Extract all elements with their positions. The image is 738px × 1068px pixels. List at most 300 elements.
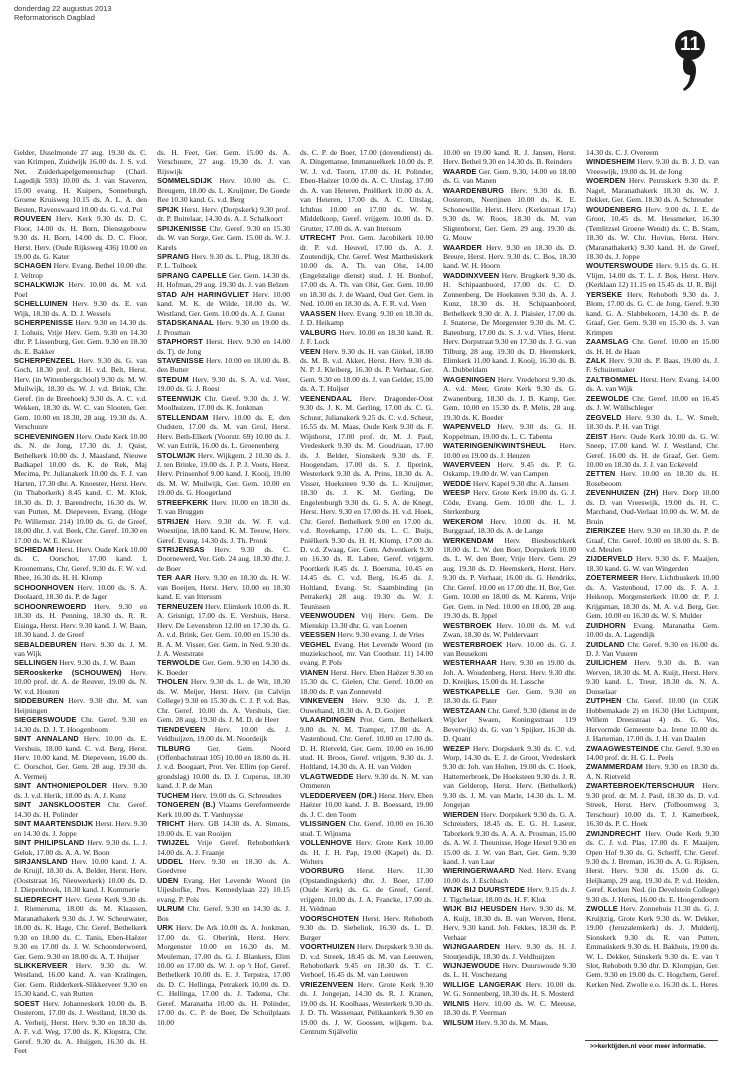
place-name: TONGEREN (B.) — [157, 800, 216, 810]
service-details: Herv. 19.00 ds. G. Schreuders — [191, 790, 282, 800]
listing-entry — [586, 762, 719, 781]
service-details: Herv. 10.00 ds. S. A. Doolaard, 18.30 ds. P. de Jager — [14, 582, 147, 602]
place-name: WOUTERSWOUDE — [586, 261, 654, 271]
listing-entry — [14, 857, 147, 895]
service-details: Herv. Grote Kerk 9.30 ds. J. Riemersma, 18.00 ds. M. Klaassen, Maranathakerk 9.30 ds. J. W. Scheurwater, 18.00 ds. K. Hage, Chr. Geref. Bethelkerk 9.30 en 18.00 ds. C. Tanis, Eben-Haëzer 9.30 en 17.00 ds. J. W. Schoonderwoerd, Ger. Gem. 9.30 en 18.00 ds. A. T. Huijser — [14, 894, 147, 961]
service-details: Herv. Lichtbuskerk 10.00 ds. A. Vastenhoud, 17.00 ds. F. A. J. Heikoop, Morgensterkerk 10.00 dr. P. J. Krijgsman, 18.30 ds. M. A. v.d. Berg, Ger. Gem. 10.00 en 16.30 ds. W. S. Mulder — [586, 573, 719, 621]
listing-entry — [443, 810, 576, 867]
place-name: URK — [157, 923, 174, 933]
listing-entry — [443, 271, 576, 375]
listing-entry — [443, 658, 576, 686]
place-name: WIJK BIJ HEUSDEN — [443, 904, 518, 914]
service-details: Herst. Herv. Oude Kerk 10.00 ds. C. Oorschot, 17.00 kand. I. Kroonemans, Chr. Geref. 9.30 ds. F. W. v.d. Rhee, 16.30 ds. H. H. Klomp — [14, 545, 147, 583]
service-details: Herv. 9.30 ds. H. van Ginkel, 18.00 ds. M. B. v.d. Akker, Herst. Herv. 9.30 ds. N. P. J. Kleiberg, 16.30 ds. P. Verhaar, Ger. Gem. 9.30 en 18.00 ds. J. van Gelder, 15.00 ds. A. T. Huijser — [300, 346, 434, 394]
place-name: WAARDE — [443, 166, 477, 176]
listing-entry — [300, 914, 433, 942]
listing-entry — [586, 261, 719, 289]
place-name: WESTBROEK — [443, 620, 492, 630]
listing-entry — [157, 356, 290, 375]
place-name: ZEIST — [586, 431, 608, 441]
listing-entry — [14, 800, 147, 819]
listing-entry — [586, 696, 719, 743]
service-details: Herv. Dorp 10.00 ds. D. van Vreeswijk, 19.00 ds. H. C. Marchand, Oud-Verlaat 10.00 ds. W. M. de Bruin — [586, 488, 720, 526]
place-name: VOORBURG — [300, 866, 345, 876]
service-details: Herv. 9.30 en 19.00 ds. J. Prosman — [157, 318, 291, 337]
listing-entry — [157, 394, 290, 413]
place-name: YERSEKE — [586, 289, 623, 299]
listing-entry — [586, 413, 719, 432]
listing-entry — [14, 696, 147, 715]
listing-entry — [300, 791, 433, 819]
service-details: Herv. 9.30 ds. J. M. van Wijk — [14, 639, 147, 659]
service-details: Herv. 9.30 en 18.30 ds. D. Breure, Herst. Herv. 9.30 ds. C. Bos, 18.30 kand. W. H. Hoorn — [443, 242, 576, 271]
place-name: WEKEROM — [443, 516, 484, 526]
listing-entry — [443, 706, 576, 744]
service-details: Chr. Geref. 9.30 en 16.00 ds. D. J. Van Vuuren — [586, 639, 719, 659]
listing-entry — [157, 318, 290, 337]
service-details: Chr. Geref. 10.00 (in CGK Hobbemakade 2) en 16.30 (Het Lichtpunt, Willem Dreesstraat 4) ds. G. Vos, Hervormde Gemeente b.a. Irene 10.00 ds. J. Harteman, 17.00 ds. J. H. van Daalen — [586, 696, 720, 744]
service-details: Herv. 9.30 ds. M. Maas, — [475, 1017, 549, 1027]
listing-entry — [586, 290, 719, 337]
listing-entry — [157, 337, 290, 356]
place-name: TIENDEVEEN — [157, 724, 206, 734]
listing-entry — [14, 545, 147, 583]
place-name: WATERINGEN/KWINTSHEUL — [443, 441, 546, 451]
listing-entry — [443, 1018, 576, 1027]
place-name: SINT ANNALAND — [14, 734, 79, 744]
service-details: Herv. 9.30 ds. B. Oosterom, Neerijnen 10.00 ds. K. E. Schonewille, Herst. Herv. (Kerkstraat 17a) 9.30 ds. W. Roos, 18.30 ds. M. van Sligtenhorst, Ger. Gem. 29 aug. 19.30 ds. G. Mouw — [443, 185, 576, 243]
service-details: Herv. 9.30 ds. L. W. Smelt, 18.30 ds. P. H. van Trigt — [586, 412, 719, 432]
service-details: Herst. Herv. Rehoboth 9.30 ds. D. Siebelink, 16.30 ds. L. D. Burger — [300, 913, 433, 942]
place-name: WAVERVEEN — [443, 459, 491, 469]
service-details: Herv. Vredehorst 9.30 ds. A. v.d. Meer, Grote Kerk 9.30 ds. G. Zwanenburg, 18.30 ds. J. B. Kamp, Ger. Gem. 10.00 en 15.30 ds. P. Melis, 28 aug. 19.30 ds. K. Boeder — [443, 374, 576, 422]
service-details: Herv. Rehoboth 9.30 ds. J. Blom, 17.00 ds. G. C. de Jong, Geref. 9.30 kand. G. A. Slabbekoorn, 14.30 ds. P. de Graaf, Ger. Gem. 9.30 en 15.30 ds. J. van Krimpen — [586, 289, 719, 337]
place-name: WEDDE — [443, 478, 472, 488]
listing-entry — [300, 668, 433, 696]
service-details: Chr. Geref. 9.30 ds. J. W. Moolhuizen, 17.00 ds. K. Jonkman — [157, 393, 290, 413]
service-details: Herv. 9.30 ds. J. P. Ouwehand, 18.30 ds. A. D. Goijert — [300, 696, 433, 715]
listing-entry — [157, 791, 290, 800]
service-details: Herv. Dragonder-Oost 9.30 ds. J. K. M. Gerling, 17.00 ds. C. G. Schuur, Julianakerk 9.25 ds. C. v.d. Scheur, 16.55 ds. M. Maas, Oude Kerk 9.30 ds. F. Wijnhorst, 17.00 prof. dr. M. J. Paul, Vredeskerk 9.30 ds. M. Goudriaan, 17.00 ds. J. Belder, Sionskerk 9.30 ds. F. Hoogendam, 17.00 ds. S. J. Ilperink, Westerkerk 9.30 ds. A. Prins, 18.30 ds. A. Visser, Hoeksteen 9.30 ds. L. Kruijmer, 18.30 ds. J. K. M. Gerling, De Engelenburgh 9.30 ds. G. S. A. de Knegt, Herst. Herv. 9.30 en 17.00 ds. H. v.d. Hoek, Chr. Geref. Bethelkerk 9.00 en 17.00 ds. v.d. Rovekamp, 17.00 ds. L. C. Buijs, Pniëlkerk 9.30 ds. H. H. Klomp, 17.00 ds. D. v.d. Zwaag, Ger. Gem. Adventkerk 9.30 en 16.30 ds. R. Labee, Geref. vrijgem. Poortkerk 8.45 ds. J. Boersma, 10.45 en 14.45 ds. C. v.d. Berg, 16.45 ds. J. Holtland, Evang. St. Saambinding (in Petrakerk) 28 aug. 19.30 ds. W. J. Teunissen — [300, 393, 434, 611]
place-name: ZUIDLAND — [586, 639, 625, 649]
place-name: ZUTPHEN — [586, 696, 622, 706]
service-details: Herv. 9.30 ds. P. Baas, 19.00 ds. J. F. Schuitemaker — [586, 355, 720, 375]
place-name: WILNIS — [443, 998, 470, 1008]
listing-entry — [14, 838, 147, 857]
service-details: Herv. 10.00 kand. J. A. de Kruijf, 18.30 ds. A. Belder, Herst. Herv. (Ooststraat 16, Nieuwerkerk) 10.00 ds. D. J. Diepenbroek, 18.30 kand. J. Kommerie — [14, 856, 147, 895]
footer-divider — [585, 1040, 718, 1041]
service-details: Herv. Oude Kerk 10.00 ds. N. de Jong, 17.30 ds. J. Quist, Bethelkerk 10.00 ds. J. Maasland, Nieuwe Badkapel 10.00 ds. K. de Rek, Maj Mecima, Pr. Julianakerk 10.00 ds. F. J. van Harten, 17.30 dhr. A. Knoester, Herst. Herv. (in Thaborkerk) 8.45 kand. C. M. Klok, 18.30 ds. D. J. Barendrecht, 16.30 ds. W. van Putten, M. Diepeveen, Evang. (Hoge Pr. Willemstr. 214) 10.00 ds. G. de Greef, 18.00 dhr. J. v.d. Beek, Chr. Geref. 10.30 en 17.00 ds. W. E. Klaver — [14, 431, 147, 545]
service-details: Herv. 9.30 dhr. M. van Heijningen — [14, 696, 147, 715]
service-details: Ger. Gem. 14.30 ds. H. Hofman, 29 aug. 19.30 ds. J. van Belzen — [157, 270, 290, 290]
place-name: STRIJEN — [157, 516, 189, 526]
service-details: Chr. Geref. 9.30 (dienst in de Wijcker Swaen, Koningsstraat 119 Beverwijk) ds. G. van 't Spijker, 16.30 ds. D. Quant — [443, 705, 576, 744]
place-name: THOLEN — [157, 677, 188, 687]
place-name: SCHAGEN — [14, 261, 52, 271]
listing-entry — [300, 233, 433, 309]
listing-entry — [157, 857, 290, 876]
place-name: WOERDEN — [586, 176, 626, 186]
place-name: STRIJENSAS — [157, 545, 205, 555]
service-details: Herv. 9.30 ds. B. van Werven, 18.30 ds. M. A. Kuijt, Herst. Herv. 9.30 kand. L. Treur, 18.30 ds. N. A. Donselaar — [586, 658, 719, 696]
listing-entry — [586, 356, 719, 375]
listing-entry — [586, 337, 719, 356]
place-name: WAGENINGEN — [443, 374, 496, 384]
place-name: SLIKKERVEER — [14, 960, 68, 970]
place-name: ZWAMMERDAM — [586, 762, 643, 772]
listing-entry — [443, 148, 576, 167]
listing-entry — [586, 375, 719, 394]
place-name: ZWOLLE — [586, 904, 618, 914]
listing-entry — [157, 176, 290, 204]
place-name: WERKENDAM — [443, 535, 494, 545]
place-name: STEDUM — [157, 374, 189, 384]
place-name: VLEDDERVEEN (DR.) — [300, 790, 377, 800]
place-name: ZIJDERVELD — [586, 554, 633, 564]
place-name: WEZEP — [443, 743, 470, 753]
listing-entry — [14, 602, 147, 640]
listing-entry — [443, 488, 576, 516]
service-details: Herv. Dorpskerk 9.30 ds. G. A. Schreuders, 18.45 ds. E. G. H. Laseur, Taborkerk 9.30 ds. A. A. A. Prosman, 15.00 ds. A. W. J. Theunisse, Hoge Hexel 9.30 en 15.00 ds. J. W. van Bart, Ger. Gem. 9.30 kand. J. van Laar — [443, 809, 576, 866]
service-details: Herst. Herv. Eben Haëzer 10.00 kand. J. B. Boessard, 19.00 ds. J. C. den Toom — [300, 790, 433, 819]
service-details: Chr. Geref. 9.30 en 14.00 prof. dr. H. G. L. Peels — [586, 743, 720, 762]
place-name: WILLIGE LANGERAK — [443, 979, 522, 989]
listing-entry — [586, 432, 719, 470]
service-details: Herst. Herv. 9.30 en 14.30 ds. J. Joppe — [14, 819, 148, 838]
place-name: UTRECHT — [300, 233, 337, 243]
service-details: Chr. Geref. 10.00 en 15.00 ds. H. H. de Haan — [586, 337, 720, 356]
place-name: TWIJZEL — [157, 838, 190, 848]
listing-entry — [443, 866, 576, 885]
listing-entry — [157, 148, 290, 176]
place-name: STADSKANAAL — [157, 318, 214, 328]
place-name: ZWIJNDRECHT — [586, 828, 641, 838]
service-details: Herv. Biesboschkerk 18.00 ds. L. W. den Boer, Dorpskerk 10.00 ds. L. W. den Boer, Vrije Herv. Gem. 29 aug. 19.30 ds. D. Heemskerk, Herst. Herv. 9.30 ds. P. Verhaar, 16.00 ds. G. Hendriks, Chr. Geref. 10.00 en 17.00 dhr. H. Bor, Ger. Gem. 10.00 en 18.00 ds. M. Karens, Vrije Ger. Gem. in Ned. 10.00 en 18.00, 28 aug. 19.30 ds. B. Jppel — [443, 535, 576, 621]
service-details: Herv. 9.30 ds. L. Plug, 18.30 ds. P. L. Tolhoek — [157, 251, 290, 271]
service-details: Herv. Zonnehuis 11.30 ds. G. J. Kruijtzig, Grote Kerk 9.30 ds. W. Dekker, 19.00 (Jeruzalemkerk) ds. J. Mulderij, Sionskerk 9.30 ds. R. van Putten, Emmaüskerk 9.30 ds. H. Bakhuis, 19.00 ds. W. L. Dekker, Stinskerk 9.30 ds. E. van 't Slot, Rehoboth 9.30 dhr. D. Klompjan, Ger. Gem. 9.30 en 19.00 ds. C. Hogchem, Geref. Kerken Ned. Zwolle e.o. 16.30 ds. L. Heres — [586, 904, 719, 989]
service-details: Ned. Herv. Evang 10.00 ds. J. Eschbach — [443, 866, 577, 885]
service-details: Herv. Brugkerk 9.30 ds. H. Schipaanboord, 17.00 ds. C. D. Zonnenberg, De Hoeksteen 9.30 ds. A. J. Kunz, 18.30 ds. H. Schipaanboord, Bethelkerk 9.30 dr. A. J. Plaisier, 17.00 ds. J. Snaterse, De Morgenster 9.30 ds. M. C. Batenburg, 17.00 ds. S. J. v.d. Vlies, Herst. Herv. Dorpstraat 9.30 en 17.30 ds. J. G. van Tilburg, 28 aug. 19.30 ds. D. Heemskerk, Elimkerk 11.00 kand. J. Kooij, 16.30 ds. B. A. Dubbeldam — [443, 270, 577, 375]
listing-entry — [300, 640, 433, 668]
place-name: WIJNGAARDEN — [443, 942, 500, 952]
place-name: VIANEN — [300, 667, 329, 677]
listing-entry — [300, 630, 433, 639]
service-details: Herv. Kapel 9.30 dhr. A. Jansen — [472, 478, 569, 488]
place-name: SINT MAARTENSDIJK — [14, 819, 94, 829]
place-name: WIERINGERWAARD — [443, 866, 515, 876]
listing-entry — [443, 640, 576, 659]
service-details: Vrije Geref. Rehobothkerk 14.00 ds. A. J. Fraanje — [157, 838, 290, 857]
place-name: TER AAR — [157, 573, 192, 583]
place-name: VAASSEN — [300, 308, 336, 318]
service-details: Herv. Oude Kerk 10.00 ds. G. W. Sneep, 17.00 kand. W. J. Westland, Chr. Geref. 16.00 ds. H. de Graaf, Ger. Gem. 10.00 en 18.30 ds. J. J. van Eckeveld — [586, 431, 719, 469]
place-name: TILBURG — [157, 743, 191, 753]
listing-entry — [443, 479, 576, 488]
service-details: Herv. 10.00 ds. G. J. van Beusekom — [443, 639, 576, 659]
listing-entry — [14, 583, 147, 602]
service-details: Herv. 10.00 en 18.30 ds. H. Rosebeoom — [586, 469, 719, 488]
service-details: Chr. Geref. 9.30 en 14.30 ds. D. J. T. Hoogenboom — [14, 715, 147, 734]
place-name: ZEEWOLDE — [586, 393, 629, 403]
listing-entry — [300, 772, 433, 791]
service-details: Herv. 9.30 ds. G. van Goch, 18.30 prof. dr. H. v.d. Belt, Herst. Herv. (in Wittenbergschool) 9.30 ds. M. W. Muilwijk, 18.30 ds. W. J. v.d. Brink, Chr. Geref. (in de Breehoek) 9.30 ds. A. C. v.d. Wekken, 18.30 ds. W. C. van Slooten, Ger. Gem. 10.00 en 18.30, 28 aug. 19.30 ds. A. Verschuure — [14, 355, 147, 432]
service-details: Herv. 9.30 ds. N. M. van Ommeren — [300, 771, 433, 791]
listing-entry — [443, 744, 576, 810]
service-details: Herst. Herv. Evang. 14.00 ds. A. van Wijk — [586, 374, 719, 394]
service-details: Herv. 10.00 prof. dr. A. de Reuver, 19.00 ds. N. W. v.d. Houten — [14, 667, 148, 696]
place-name: TERNEUZEN — [157, 601, 204, 611]
place-name: STOLWIJK — [157, 450, 196, 460]
service-details: Herv. 10.00 ds. W. C. Meeuse, 18.30 ds. P. Veerman — [443, 998, 577, 1018]
listing-entry — [443, 243, 576, 271]
place-name: ROUVEEN — [14, 214, 52, 224]
place-name: SCHOONHOVEN — [14, 582, 74, 592]
listing-entry — [443, 186, 576, 243]
service-details: Herv. Dorpskerk 9.30 ds. D. v.d. Streek, 18.45 ds. M. van Leeuwen, Rehobotkerk 9.45 en 18.30 ds. T. C. Verhoef, 16.45 ds. M. van Leeuwen — [300, 942, 433, 980]
service-details: Herv. 9.30 ds. H. J. Stoutjesdijk, 18.30 ds. J. Veldhuijzen — [443, 942, 576, 961]
service-details: Herv. Grote Kerk 10.00 ds. H. J. H. Pap, 19.00 (Kapel) ds. D. Wolters — [300, 838, 433, 866]
service-details: Herv. 9.45 ds. P. G. Oskamp, 19.00 dr. W. van Campen — [443, 459, 576, 479]
place-name: VRIEZENVEEN — [300, 979, 354, 989]
service-details: Herv. 10.00 en 18.30 kand. R. J. F. Lock — [300, 327, 433, 347]
service-details: Herv. 10.00 en 18.00 ds. B. den Butter — [157, 355, 290, 375]
place-name: SOMMELSDIJK — [157, 176, 213, 186]
service-details: Herv. 9.30 ds. L. de Wit, 18.30 ds. W. Meijer, Herst. Herv. (in Calvijn College) 9.30 en 15.30 ds. C. J. P. v.d. Bas, Chr. Geref. 10.00 ds. A. Vershuis, Ger. Gem. 28 aug. 19.30 ds. J. M. D. de Heer — [157, 677, 290, 725]
place-name: SPRANG CAPELLE — [157, 270, 227, 280]
service-details: Evang. Het Levende Woord (in Uijeshofke, Pres. Kennedylaan 22) 10.15 evang. P. Pols — [157, 875, 290, 904]
service-details: Herv. Oude Kerk 9.30 ds. C. J. v.d. Plas, 17.00 ds. F. Maaijen, Open Hof 9.30 ds. G. Scherff, Chr. Geref. 9.30 ds. J. Breman, 16.30 ds. A. G. Rijksen, Herst. Herv. 9.30 ds. 15.00 ds. G. Heijkamp, 29 aug. 19.30 ds. P. v.d. Heiden, Geref. Kerken Ned. (in Develstein College) 9.30 ds. J. Heres, 16.00 ds. E. Hoogendoorn — [586, 828, 719, 904]
place-name: VEEN — [300, 346, 321, 356]
place-name: WESTKAPELLE — [443, 686, 500, 696]
place-name: SCHERPENZEEL — [14, 355, 76, 365]
listing-entry — [157, 602, 290, 659]
place-name: VOLLENHOVE — [300, 838, 352, 848]
listing-entry — [443, 460, 576, 479]
service-details: 10.00 en 19.00 kand. R. J. Jansen, Herst. Herv. Bethel 9.30 en 14.30 ds. B. Reinders — [443, 148, 576, 167]
service-details: Ger. Gem. 9.30, 14.00 en 18.00 ds. G. van Manen — [443, 166, 577, 186]
place-name: ZUIDHORN — [586, 620, 626, 630]
listing-entry — [14, 658, 147, 667]
service-details: Prot. Gem. Bethelkerk 9.00 ds. N. M. Tramper, 17.00 ds. A. Vastenhoud, Chr. Geref. 10.00 en 17.00 ds. D. H. Rietveld, Ger. Gem. 10.00 en 16.00 stud. H. Broos, Geref. vrijgem. 9.30 ds. J. Holtland, 14.30 ds. A. H. van Velden — [300, 715, 433, 772]
place-name: TERWOLDE — [157, 658, 200, 668]
place-name: SINT ANTHONIEPOLDER — [14, 781, 108, 791]
service-details: Herv. Evang. Bethel 10.00 dhr. J. Veltrop — [14, 261, 147, 280]
place-name: STREEFKERK — [157, 497, 209, 507]
listing-entry — [157, 904, 290, 923]
place-name: VINKEVEEN — [300, 696, 344, 706]
service-details: Herv. 9.00 ds. J. E. de Groot, 10.45 ds. M. Hessmeker, 16.30 (Temlitzsel Groene Wendt) ds. C. B. Stam, 18.30 ds. W. Chr. Hovius, Herst. Herv. (Maranathakerk) 9.30 kand. H. de Greef, 18.30 ds. J. Joppe — [586, 204, 719, 261]
service-details: Herv. Grote Kerk 9.30 ds. J. Jongejan, 14.30 ds. R. J. Kranen, 19.00 ds. H. Koolhaas, Westerkerk 9.30 ds. J. D. Th. Wassenaar, Pelikaankerk 9.30 en 19.00 ds. J. W. Goossen, wijkgem. b.a. Centrum Stjälvelin — [300, 979, 434, 1037]
service-details: Herv. 10.00 ds. E. Vershuis, 18.00 kand. C. v.d. Berg, Herst. Herv. 10.00 kand. M. Diepeveen, 16.00 ds. C. Oorschot, Ger. Gem. 28 aug. 19.30 ds. A. Vermeij — [14, 734, 147, 781]
service-details: Herv. 9.30 ds. M. A. Kuijt, 18.30 ds. B. van Werven, Herst. Herv. 9.30 kand. Joh. Fekkes, 18.30 ds. P. Verhaar — [443, 904, 577, 942]
place-name: SPIJKENISSE — [157, 223, 207, 233]
service-details: Herv. 9.30 evang. J. de Vries — [337, 630, 425, 640]
listing-entry — [586, 526, 719, 554]
service-details: Herv. 10.00 ds. M. v.d. Poel — [14, 280, 147, 299]
listing-entry — [14, 432, 147, 545]
place-name: SOEST — [14, 998, 40, 1008]
listing-entry — [443, 517, 576, 536]
place-name: VOORSCHOTEN — [300, 913, 359, 923]
place-name: SEBALDEBUREN — [14, 639, 77, 649]
place-name: STELLENDAM — [157, 412, 209, 422]
service-details: Herst. Herv. Eben Haëzer 9.30 en 15.30 ds. C. Gielen, Chr. Geref. 10.00 en 18.00 ds. P. van Zonneveld — [300, 667, 433, 696]
listing-entry — [443, 167, 576, 186]
listing-entry — [157, 224, 290, 252]
listing-entry — [14, 961, 147, 999]
service-details: Evang. Het Levende Woord (in muziekschool, mr. Van Coothstr. 11) 14.00 evang. P. Pols — [300, 639, 433, 668]
place-name: ULRUM — [157, 904, 185, 914]
listing-entry — [14, 895, 147, 961]
place-name: ZALTBOMMEL — [586, 374, 639, 384]
listing-entry — [586, 394, 719, 413]
place-name: SLIEDRECHT — [14, 894, 63, 904]
listing-entry — [300, 942, 433, 980]
listing-entry — [157, 290, 290, 318]
service-details: Herv. Elimkerk 10.00 ds. R. A. Grisnigt, 17.00 ds. E. Vershuis, Herst. Herv. De Levensbron 12.00 en 17.30 ds. G. A. v.d. Brink, Ger. Gem. 10.00 en 15.30 ds. R. A. M. Visser, Ger. Gem. in Ned. 9.30 ds. J. A. Weststrate — [157, 601, 290, 659]
listing-column-1 — [14, 148, 148, 1056]
listing-entry — [586, 573, 719, 620]
listing-entry — [157, 498, 290, 517]
listing-entry — [300, 838, 433, 866]
listing-column-5 — [586, 148, 719, 1048]
listing-entry — [157, 252, 290, 271]
place-name: ZEGVELD — [586, 412, 622, 422]
service-details: Herv. Petruskerk 9.30 ds. P. Nagel, Maranathakerk 18.30 ds. W. J. Dekker, Ger. Gem. 18.30 ds. A. Schreuder — [586, 176, 719, 205]
place-name: WIJNJEWOUDE — [443, 960, 500, 970]
listing-entry — [14, 318, 147, 356]
listing-entry — [443, 375, 576, 422]
service-details: Herv. 9.30 ds. S. A. v.d. Veer, 19.00 ds. G. J. Roest — [157, 374, 291, 394]
listing-entry — [14, 781, 147, 800]
place-name: SINT PHILIPSLAND — [14, 838, 85, 848]
service-details: Herv. Johanneskerk 10.00 ds. B. Oosterom, 17.00 ds. J. Westland, 18.30 ds. A. Verheij, Herst. Herv. 9.30 en 18.30 ds. A. F. v.d. Weg, 17.00 ds. K. Klopstra, Chr. Geref. 9.30 ds. A. Huijgen, 16.30 ds. H. Feet — [14, 998, 148, 1056]
listing-entry — [443, 961, 576, 980]
service-details: Herv. 10.00 ds. W. G. Sonnenberg, 18.30 ds. H. S. Mosterd — [443, 979, 576, 999]
place-name: TUCHEM — [157, 790, 190, 800]
listing-entry — [14, 640, 147, 659]
service-details: Gelder, IJsselmonde 27 aug. 19.30 ds. C. van Krimpen, Zuidwijk 16.00 ds. J. S. v.d. Net, Zuiderkapelgemeenschap (Charl. Lagedijk 593) 10.00 ds. J. van Staveren, 15.00 evang. H. Kuipers, Sonneburgh, Groene Kruisweg 10.15 ds. A. L. A. den Besten, Ravenswaard 10.00 ds. G. v.d. Pol — [14, 148, 147, 214]
service-details: Herv. 9.30 ds. J. W. Baan — [59, 658, 136, 668]
place-name: VLAGTWEDDE — [300, 771, 354, 781]
listing-entry — [14, 299, 147, 318]
service-details: Herv. 9.30 ds. J. v.d. Herik, 18.00 ds. A. J. Kunz — [14, 781, 148, 800]
listing-entry — [157, 744, 290, 791]
service-details: Herv. 10.00 kand. M. K. de Wilde, 18.00 ds. W. Westland, Ger. Gem. 10.00 ds. A. J. Gunst — [157, 289, 290, 318]
place-name: WEESP — [443, 488, 471, 498]
listing-entry — [443, 441, 576, 460]
service-details: Herv. 9.15 ds. G. H. Vlijm, 14.00 ds. T. L. J. Bos, Herst. Herv. (Kerklaan 12) 11.15 en 15.45 ds. IJ. R. Bijl — [586, 261, 719, 290]
service-details: Herv. 9.30 ds. W. Westland, 16.00 kand. A. van Kralingen, Ger. Gem. Ridderkerk-Slikkerveer 9.30 en 15.30 kand. C. van Rutten — [14, 960, 147, 999]
listing-entry — [157, 205, 290, 224]
place-name: SPRANG — [157, 251, 190, 261]
listing-entry — [586, 658, 719, 696]
service-details: Herv. 10.00 ds. C. Breugem, 18.00 ds. L. Kruijmer, De Goede Ree 10.30 kand. G. v.d. Berg — [157, 176, 290, 205]
place-name: UDEN — [157, 875, 179, 885]
place-name: SCHERPENISSE — [14, 318, 74, 328]
service-details: Herv. 10.00 ds. M. v.d. Zwan, 18.30 ds. W. Poldervaart — [443, 620, 576, 640]
service-details: Chr. Geref. 9.30 en 15.30 ds. W. van Sorge, Ger. Gem. 15.00 ds. W. J. Karels — [157, 223, 290, 252]
listing-entry — [14, 734, 147, 781]
listing-entry — [300, 148, 433, 233]
service-details: Herv. Wijkgem. 2 10.30 ds. J. J. ten Brinke, 19.00 ds. J. P. J. Voets, Herst. Herv. Prinsenhof 9.00 kand. J. Kooij, 19.00 ds. M. W. Muilwijk, Ger. Gem. 10.00 en 19.00 ds. G. Hoogerland — [157, 450, 291, 498]
place-name: SCHALKWIJK — [14, 280, 65, 290]
header-date: donderdag 22 augustus 2013 — [14, 4, 112, 13]
listing-entry — [300, 819, 433, 838]
listing-entry — [157, 819, 290, 838]
service-details: Herv. 9.30 ds. E. van Wijk, 18.30 ds. A. D. J. Wessels — [14, 299, 147, 318]
place-name: WESTERHAAR — [443, 658, 497, 668]
header-paper-name: Reformatorisch Dagblad — [14, 13, 95, 23]
service-details: Vrij Herv. Gem. De Mienskip 13.30 dhr. G. van Loenen — [300, 611, 433, 630]
place-name: VOORTHUIZEN — [300, 942, 355, 952]
place-name: ZUILICHEM — [586, 658, 628, 668]
service-details: Herv. 10.00 ds. H. M. Burggraaf, 18.30 ds. A. de Lange — [443, 516, 577, 536]
listing-entry — [443, 885, 576, 904]
listing-entry — [157, 375, 290, 394]
service-details: Herst. Herv. 11.30 (Opstandingskerk) dhr. J. Boer, 17.00 (Oude Kerk) ds. G. de Greef, Geref. vrijgem. 10.00 ds. J. A. Francke, 17.00 ds. H. Veldman — [300, 866, 433, 914]
service-details: Vlaams Gereformeerde Kerk 10.00 ds. T. Vanhuysse — [157, 800, 290, 819]
place-name: VLAARDINGEN — [300, 715, 356, 725]
service-details: Herv. 10.00 ds. J. Veldhuijzen, 19.00 ds. M. Noordeijk — [157, 724, 290, 744]
place-name: SCHEVENINGEN — [14, 431, 75, 441]
listing-entry — [14, 715, 147, 734]
listing-entry — [300, 309, 433, 328]
place-name: STEENWIJK — [157, 393, 202, 403]
place-name: ZALK — [586, 355, 607, 365]
place-name: SIRJANSLAND — [14, 856, 68, 866]
listing-entry — [443, 422, 576, 441]
place-name: ZAAMSLAG — [586, 337, 629, 347]
listing-entry — [586, 176, 719, 204]
listing-entry — [14, 280, 147, 299]
listing-entry — [300, 394, 433, 611]
service-details: Chr. Geref. 10.00 en 16.45 ds. J. W. Wüllschleger — [586, 393, 720, 413]
listing-entry — [14, 999, 147, 1056]
place-name: SELLINGEN — [14, 658, 58, 668]
listing-entry — [586, 904, 719, 989]
comma-logo-icon — [683, 56, 697, 92]
listing-entry — [443, 999, 576, 1018]
place-name: ZWAAGWESTEINDE — [586, 743, 659, 753]
listing-entry — [157, 413, 290, 451]
listing-entry — [443, 942, 576, 961]
place-name: WIERDEN — [443, 809, 479, 819]
listing-entry — [443, 904, 576, 942]
place-name: VEENENDAAL — [300, 393, 352, 403]
place-name: ZEVENHUIZEN (ZH) — [586, 488, 659, 498]
place-name: SERooskerke (SCHOUWEN) — [14, 667, 122, 677]
service-details: Herv. GB 14.30 ds. A. Simons, 19.00 ds. E. van Rooijen — [157, 819, 291, 838]
service-details: Ger. Gem. 9.30 en 14.30 ds. K. Boeder — [157, 658, 290, 677]
service-details: Herv. Dorpskerk 9.30 ds. C. v.d. Worp, 14.30 ds. E. J. de Groot, Vredeskerk 9.30 dr. Joh. van Holten, 19.00 ds. C. Hoek, Hattemerbroek, De Hoeksteen 9.30 ds. J. R. van Gelderop, Herst. Herv. (Bethelkerk) 9.30 ds. J. M. van Marle, 14.30 ds. L. M. Jongejan — [443, 743, 577, 810]
service-details: Herv. Evang. 9.30 en 18.30 ds. J. D. Heikamp — [300, 308, 433, 328]
listing-entry — [157, 838, 290, 857]
service-details: Herv. 9.30 en 18.30 ds. H. W. van Boeijen, Herst. Herv. 10.00 en 18.30 kand. E. van Ittersum — [157, 573, 291, 602]
service-details: Herst. Herv. (Dorpskerk) 9.30 prof. dr. P. Buitelaar, 14.30 ds. A. J. Schalkoort — [157, 204, 290, 224]
service-details: Herv. 9.30 en 18.30 ds. P. de Graaf, Chr. Geref. 10.00 en 18.00 ds. S. B. v.d. Meulen — [586, 526, 719, 555]
listing-entry — [14, 819, 147, 838]
listing-entry — [586, 157, 719, 176]
kerktijden-link[interactable]: >>kerktijden.nl voor meer informatie. — [590, 1043, 706, 1050]
church-service-listings — [14, 148, 720, 1056]
listing-column-4 — [443, 148, 576, 1048]
service-details: Herv. 10.00 en 19.00 ds. J. Henzen — [443, 441, 576, 460]
listing-column-2 — [157, 148, 290, 1048]
listing-entry — [157, 677, 290, 724]
service-details: Herv. 9.30 ds. B. J. D. van Vreeswijk, 19.00 ds. H. de Jong — [586, 157, 719, 176]
service-details: Herv. 9.30 en 18.30 ds. A. Goedvree — [157, 856, 291, 876]
